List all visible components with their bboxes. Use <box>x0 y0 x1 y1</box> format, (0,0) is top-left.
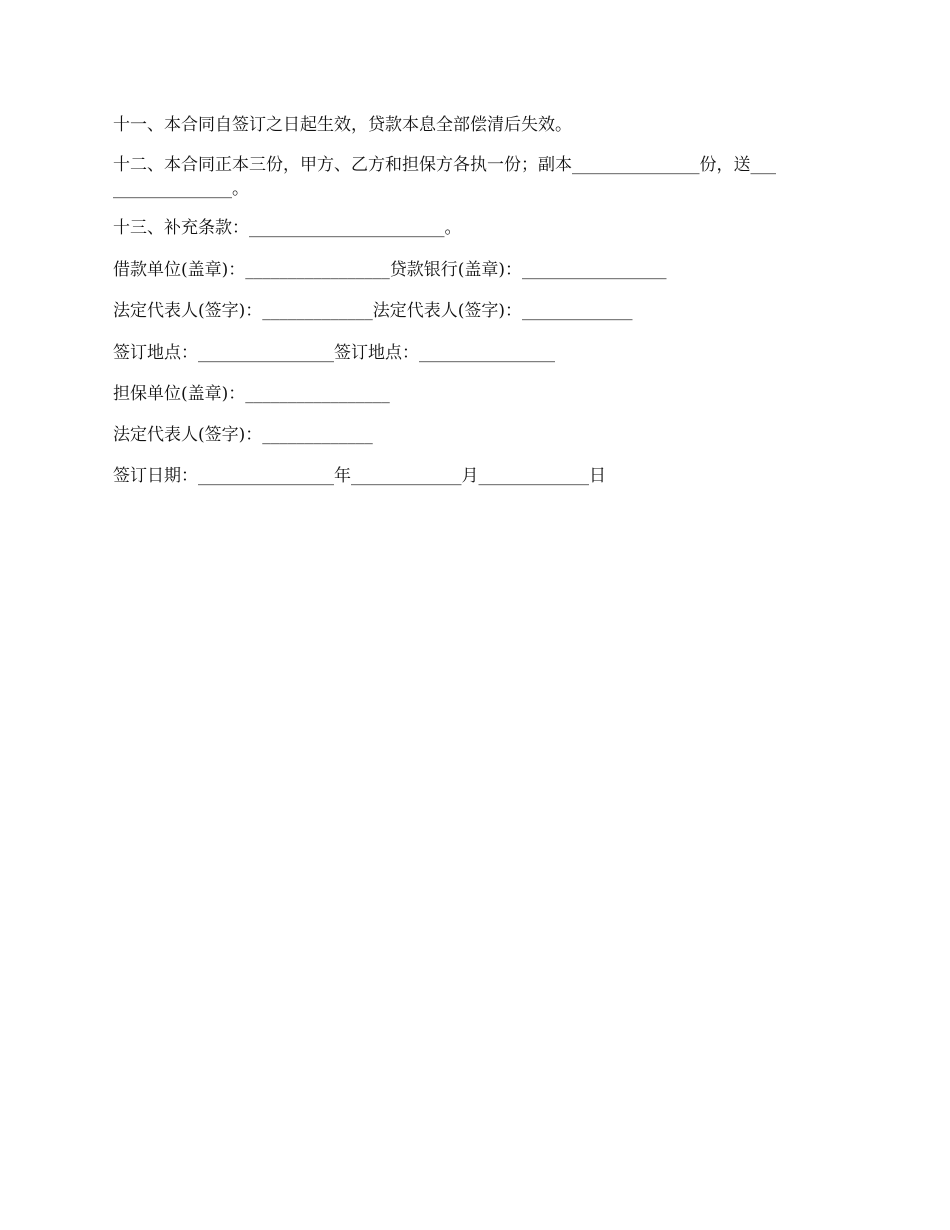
clause-13: 十三、补充条款：_______________________。 <box>113 218 462 238</box>
borrower-lender-seal-line: 借款单位(盖章)：_________________贷款银行(盖章)：_________________ <box>113 260 667 280</box>
clause-12-continuation: ______________。 <box>113 179 249 199</box>
legal-representative-signature-line: 法定代表人(签字)：_____________法定代表人(签字)：_____________ <box>113 301 633 321</box>
guarantor-representative-signature-line: 法定代表人(签字)：_____________ <box>113 425 373 445</box>
guarantor-seal-line: 担保单位(盖章)：_________________ <box>113 384 390 404</box>
signing-place-line: 签订地点：________________签订地点：________________ <box>113 343 555 363</box>
clause-12: 十二、本合同正本三份，甲方、乙方和担保方各执一份；副本_______________份，送___ <box>113 155 776 175</box>
clause-11: 十一、本合同自签订之日起生效，贷款本息全部偿清后失效。 <box>113 115 572 135</box>
signing-date-line: 签订日期：________________年_____________月_____________日 <box>113 466 606 486</box>
